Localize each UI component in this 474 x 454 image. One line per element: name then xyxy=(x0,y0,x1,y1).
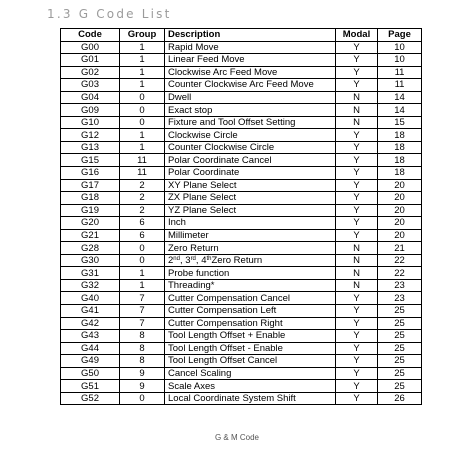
page-cell: 25 xyxy=(378,367,422,380)
modal-cell: Y xyxy=(336,154,378,167)
description-cell: XY Plane Select xyxy=(165,179,336,192)
description-cell: Linear Feed Move xyxy=(165,54,336,67)
page-cell: 14 xyxy=(378,91,422,104)
g-code-table xyxy=(60,28,422,405)
description-cell: Exact stop xyxy=(165,104,336,117)
description-cell: Cancel Scaling xyxy=(165,367,336,380)
table-row xyxy=(61,41,422,54)
page-cell: 18 xyxy=(378,129,422,142)
table-row xyxy=(61,179,422,192)
table-row xyxy=(61,104,422,117)
group-cell: 7 xyxy=(120,317,165,330)
modal-cell: Y xyxy=(336,380,378,393)
page-cell: 18 xyxy=(378,154,422,167)
table-row xyxy=(61,330,422,343)
description-cell: Counter Clockwise Arc Feed Move xyxy=(165,79,336,92)
page-cell: 22 xyxy=(378,254,422,267)
description-cell: Fixture and Tool Offset Setting xyxy=(165,116,336,129)
code-cell: G42 xyxy=(61,317,120,330)
section-title: 1.3 G Code List xyxy=(47,7,172,21)
page-cell: 25 xyxy=(378,342,422,355)
group-cell: 11 xyxy=(120,167,165,180)
table-row xyxy=(61,267,422,280)
description-cell: Cutter Compensation Left xyxy=(165,305,336,318)
description-cell: Millimeter xyxy=(165,229,336,242)
code-cell: G41 xyxy=(61,305,120,318)
page-cell: 26 xyxy=(378,392,422,405)
description-cell xyxy=(165,254,336,267)
table-row xyxy=(61,91,422,104)
g30-description-part: rd xyxy=(190,256,196,263)
page-cell: 25 xyxy=(378,305,422,318)
modal-cell: Y xyxy=(336,41,378,54)
table-row xyxy=(61,342,422,355)
g30-description-part: 4 xyxy=(201,255,207,267)
group-cell: 0 xyxy=(120,254,165,267)
code-cell: G31 xyxy=(61,267,120,280)
description-cell: Threading* xyxy=(165,279,336,292)
code-cell: G51 xyxy=(61,380,120,393)
page-cell: 25 xyxy=(378,355,422,368)
modal-cell: Y xyxy=(336,204,378,217)
table-row xyxy=(61,367,422,380)
header-modal: Modal xyxy=(336,29,378,42)
table-row xyxy=(61,79,422,92)
page-cell: 20 xyxy=(378,229,422,242)
modal-cell: Y xyxy=(336,192,378,205)
modal-cell: Y xyxy=(336,330,378,343)
modal-cell: N xyxy=(336,91,378,104)
description-cell: Local Coordinate System Shift xyxy=(165,392,336,405)
code-cell: G09 xyxy=(61,104,120,117)
table-row xyxy=(61,242,422,255)
modal-cell: Y xyxy=(336,54,378,67)
page-cell: 23 xyxy=(378,279,422,292)
group-cell: 7 xyxy=(120,305,165,318)
description-cell: Polar Coordinate Cancel xyxy=(165,154,336,167)
group-cell: 0 xyxy=(120,104,165,117)
group-cell: 9 xyxy=(120,367,165,380)
page-cell: 11 xyxy=(378,79,422,92)
modal-cell: Y xyxy=(336,367,378,380)
table-row xyxy=(61,204,422,217)
table-row xyxy=(61,292,422,305)
group-cell: 2 xyxy=(120,204,165,217)
group-cell: 11 xyxy=(120,154,165,167)
page-cell: 20 xyxy=(378,179,422,192)
table-row xyxy=(61,66,422,79)
table-row xyxy=(61,317,422,330)
code-cell: G50 xyxy=(61,367,120,380)
page-cell: 15 xyxy=(378,116,422,129)
code-cell: G32 xyxy=(61,279,120,292)
code-cell: G44 xyxy=(61,342,120,355)
g30-description-part: 2 xyxy=(168,255,174,267)
page-cell: 25 xyxy=(378,330,422,343)
table-row xyxy=(61,279,422,292)
g30-description-part: nd xyxy=(173,256,180,263)
modal-cell: Y xyxy=(336,66,378,79)
modal-cell: Y xyxy=(336,392,378,405)
page-cell: 11 xyxy=(378,66,422,79)
code-cell: G19 xyxy=(61,204,120,217)
g30-description-part: , xyxy=(179,255,186,267)
description-cell: YZ Plane Select xyxy=(165,204,336,217)
modal-cell: N xyxy=(336,279,378,292)
page-cell: 10 xyxy=(378,41,422,54)
description-cell: Scale Axes xyxy=(165,380,336,393)
description-cell: Zero Return xyxy=(165,242,336,255)
group-cell: 8 xyxy=(120,342,165,355)
group-cell: 6 xyxy=(120,217,165,230)
description-cell: Clockwise Circle xyxy=(165,129,336,142)
code-cell: G20 xyxy=(61,217,120,230)
modal-cell: Y xyxy=(336,355,378,368)
page-cell: 14 xyxy=(378,104,422,117)
modal-cell: Y xyxy=(336,292,378,305)
group-cell: 0 xyxy=(120,392,165,405)
group-cell: 8 xyxy=(120,330,165,343)
header-page: Page xyxy=(378,29,422,42)
page-cell: 20 xyxy=(378,204,422,217)
code-cell: G12 xyxy=(61,129,120,142)
table-row xyxy=(61,154,422,167)
g30-description-part: , xyxy=(195,255,202,267)
group-cell: 0 xyxy=(120,242,165,255)
modal-cell: Y xyxy=(336,305,378,318)
description-cell: Inch xyxy=(165,217,336,230)
page-cell: 20 xyxy=(378,217,422,230)
group-cell: 1 xyxy=(120,79,165,92)
code-cell: G15 xyxy=(61,154,120,167)
modal-cell: Y xyxy=(336,317,378,330)
code-cell: G30 xyxy=(61,254,120,267)
description-cell: Polar Coordinate xyxy=(165,167,336,180)
group-cell: 1 xyxy=(120,279,165,292)
table-row xyxy=(61,129,422,142)
g30-description-part: Zero Return xyxy=(211,255,263,267)
modal-cell: N xyxy=(336,242,378,255)
page-cell: 21 xyxy=(378,242,422,255)
modal-cell: N xyxy=(336,254,378,267)
page-cell: 20 xyxy=(378,192,422,205)
description-cell: Rapid Move xyxy=(165,41,336,54)
group-cell: 8 xyxy=(120,355,165,368)
table-header-row xyxy=(61,29,422,42)
table-body xyxy=(61,41,422,405)
page-cell: 25 xyxy=(378,317,422,330)
group-cell: 1 xyxy=(120,54,165,67)
modal-cell: Y xyxy=(336,141,378,154)
code-cell: G04 xyxy=(61,91,120,104)
table-row xyxy=(61,54,422,67)
g30-description-part: 3 xyxy=(185,255,191,267)
table-row xyxy=(61,380,422,393)
description-cell: ZX Plane Select xyxy=(165,192,336,205)
table-row xyxy=(61,392,422,405)
modal-cell: N xyxy=(336,116,378,129)
header-group: Group xyxy=(120,29,165,42)
code-cell: G00 xyxy=(61,41,120,54)
group-cell: 1 xyxy=(120,267,165,280)
modal-cell: Y xyxy=(336,179,378,192)
modal-cell: Y xyxy=(336,167,378,180)
group-cell: 1 xyxy=(120,129,165,142)
page-cell: 22 xyxy=(378,267,422,280)
description-cell: Clockwise Arc Feed Move xyxy=(165,66,336,79)
modal-cell: N xyxy=(336,267,378,280)
group-cell: 1 xyxy=(120,141,165,154)
code-cell: G02 xyxy=(61,66,120,79)
code-cell: G01 xyxy=(61,54,120,67)
description-cell: Dwell xyxy=(165,91,336,104)
code-cell: G17 xyxy=(61,179,120,192)
modal-cell: Y xyxy=(336,217,378,230)
group-cell: 2 xyxy=(120,192,165,205)
modal-cell: Y xyxy=(336,229,378,242)
code-cell: G03 xyxy=(61,79,120,92)
code-cell: G28 xyxy=(61,242,120,255)
table-row xyxy=(61,192,422,205)
modal-cell: Y xyxy=(336,342,378,355)
table-row xyxy=(61,229,422,242)
group-cell: 6 xyxy=(120,229,165,242)
header-description: Description xyxy=(165,29,336,42)
description-cell: Tool Length Offset - Enable xyxy=(165,342,336,355)
table-row xyxy=(61,141,422,154)
g30-description-part: th xyxy=(206,256,212,263)
modal-cell: N xyxy=(336,104,378,117)
page-cell: 18 xyxy=(378,167,422,180)
page-cell: 18 xyxy=(378,141,422,154)
page-cell: 10 xyxy=(378,54,422,67)
code-cell: G13 xyxy=(61,141,120,154)
modal-cell: Y xyxy=(336,79,378,92)
group-cell: 0 xyxy=(120,116,165,129)
table-row xyxy=(61,167,422,180)
code-cell: G18 xyxy=(61,192,120,205)
page-footer: G & M Code xyxy=(214,433,259,442)
code-cell: G40 xyxy=(61,292,120,305)
group-cell: 0 xyxy=(120,91,165,104)
description-cell: Tool Length Offset + Enable xyxy=(165,330,336,343)
modal-cell: Y xyxy=(336,129,378,142)
description-cell: Tool Length Offset Cancel xyxy=(165,355,336,368)
header-code: Code xyxy=(61,29,120,42)
description-cell: Cutter Compensation Right xyxy=(165,317,336,330)
table-row xyxy=(61,305,422,318)
description-cell: Counter Clockwise Circle xyxy=(165,141,336,154)
group-cell: 9 xyxy=(120,380,165,393)
code-cell: G49 xyxy=(61,355,120,368)
group-cell: 1 xyxy=(120,66,165,79)
code-cell: G16 xyxy=(61,167,120,180)
group-cell: 7 xyxy=(120,292,165,305)
code-cell: G43 xyxy=(61,330,120,343)
group-cell: 2 xyxy=(120,179,165,192)
table-row xyxy=(61,217,422,230)
table-row xyxy=(61,116,422,129)
description-cell: Probe function xyxy=(165,267,336,280)
page-cell: 25 xyxy=(378,380,422,393)
code-cell: G52 xyxy=(61,392,120,405)
table-row xyxy=(61,254,422,267)
code-cell: G10 xyxy=(61,116,120,129)
description-cell: Cutter Compensation Cancel xyxy=(165,292,336,305)
group-cell: 1 xyxy=(120,41,165,54)
page-cell: 23 xyxy=(378,292,422,305)
table-row xyxy=(61,355,422,368)
code-cell: G21 xyxy=(61,229,120,242)
